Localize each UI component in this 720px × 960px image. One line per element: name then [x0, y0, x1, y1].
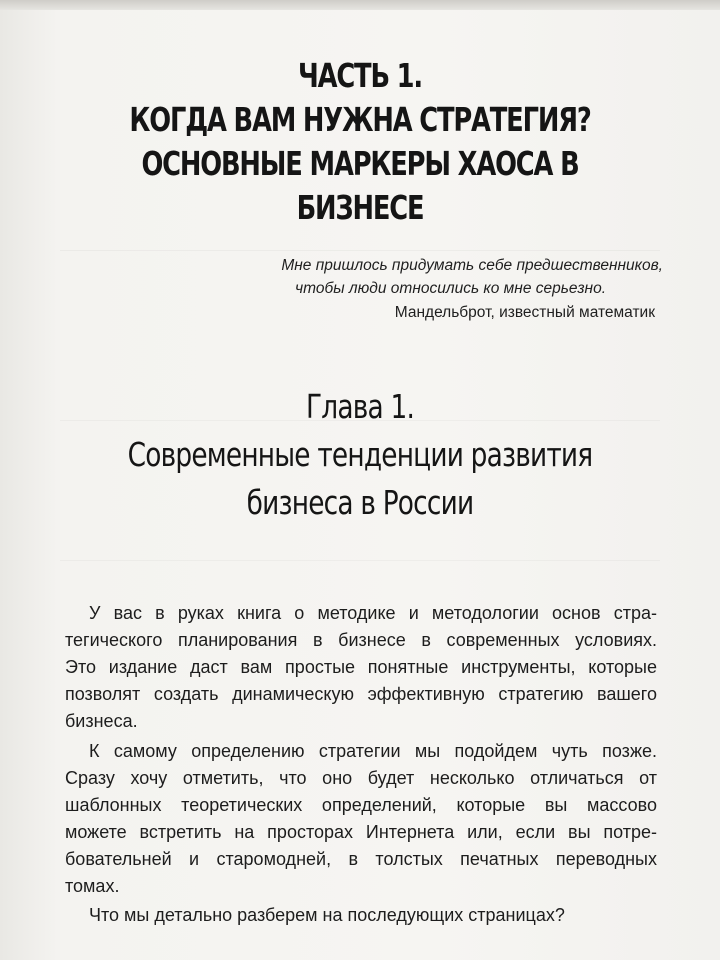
epigraph-line-2: чтобы люди относились ко мне серьезно.: [295, 280, 606, 297]
chapter-title-line-2: бизнеса в России: [246, 483, 474, 522]
chapter-title-line-1: Современные тенденции развития: [127, 435, 593, 474]
paragraph-1: [65, 600, 657, 735]
epigraph-line-1: Мне пришлось придумать себе предшественников,: [281, 257, 663, 274]
bleed-through-shadow: [60, 250, 660, 251]
chapter-number: Глава 1.: [305, 387, 415, 426]
paragraph-line: шаблонных теоретических определений, которые вы массово: [65, 795, 657, 815]
paragraph-line: тегического планирования в бизнесе в современных условиях.: [65, 630, 657, 650]
paragraph-2: [65, 738, 657, 900]
part-title-line-2: КОГДА ВАМ НУЖНА СТРАТЕГИЯ?: [129, 100, 591, 139]
part-title-line-1: ЧАСТЬ 1.: [297, 56, 423, 95]
bleed-through-shadow: [60, 560, 660, 561]
epigraph-author: Мандельброт, известный математик: [394, 304, 655, 321]
paragraph-line: У вас в руках книга о методике и методологии основ стра-: [89, 603, 657, 623]
paragraph-line: Это издание даст вам простые понятные инструменты, которые: [65, 657, 657, 677]
paragraph-line: Сразу хочу отметить, что оно будет несколько отличаться от: [65, 768, 657, 788]
paragraph-line: позволят создать динамическую эффективную стратегию вашего: [65, 684, 657, 704]
paragraph-line: можете встретить на просторах Интернета или, если вы потре-: [65, 822, 657, 842]
paragraph-line: бизнеса.: [65, 711, 138, 731]
paragraph-line: бовательней и старомодней, в толстых печатных переводных: [65, 849, 657, 869]
paragraph-line: томах.: [65, 876, 120, 896]
page-top-edge: [0, 0, 720, 10]
paragraph-line: К самому определению стратегии мы подойдем чуть позже.: [89, 741, 657, 761]
paragraph-3: [65, 902, 657, 929]
part-title-line-3: ОСНОВНЫЕ МАРКЕРЫ ХАОСА В БИЗНЕСЕ: [141, 144, 579, 227]
paragraph-line: Что мы детально разберем на последующих страницах?: [89, 905, 565, 925]
